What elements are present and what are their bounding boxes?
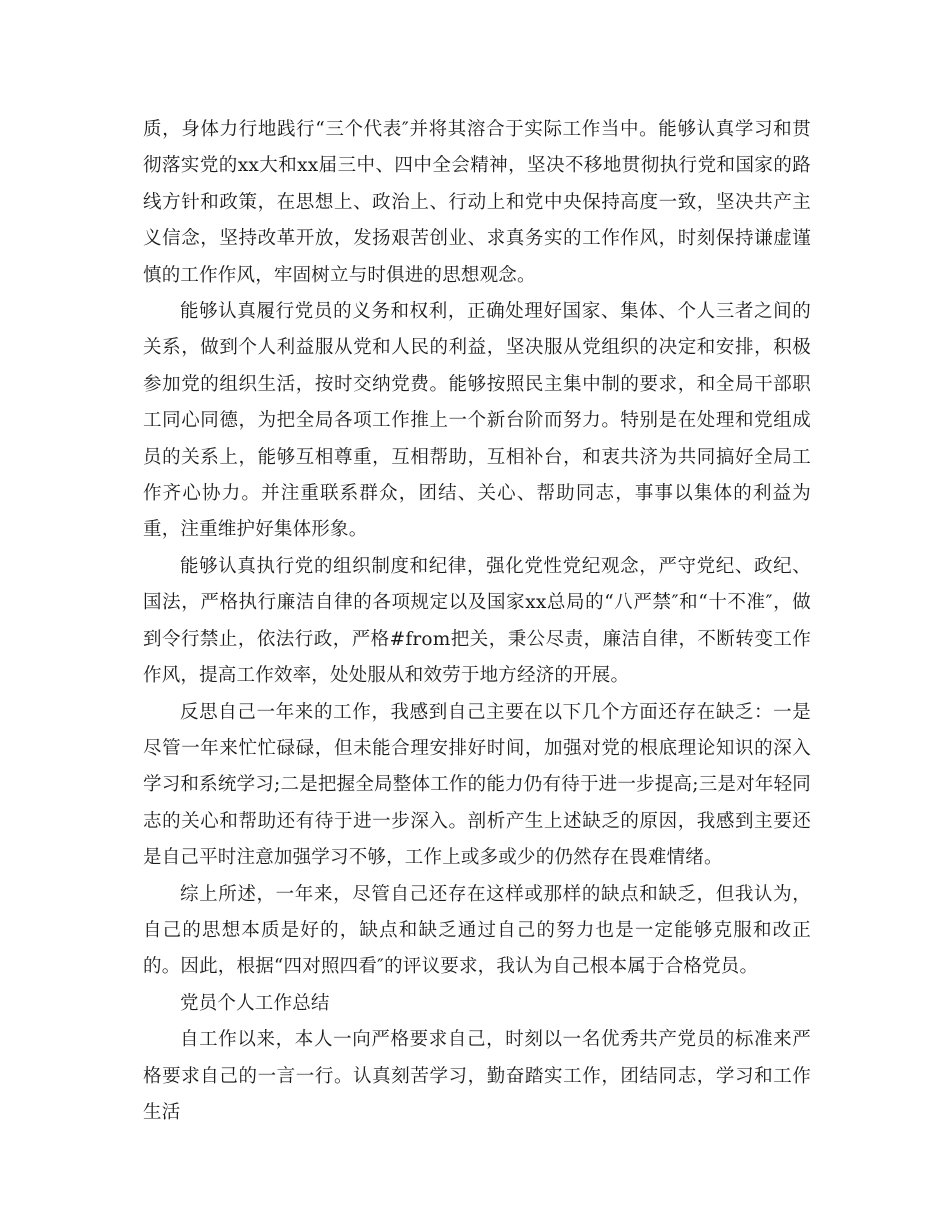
paragraph-reflection: 反思自己一年来的工作，我感到自己主要在以下几个方面还存在缺乏：一是尽管一年来忙忙碌碌，但未能合理安排好时间，加强对党的根底理论知识的深入学习和系统学习;二是把握全局整体工作的能力仍有待于进一步提高;三是对年轻同志的关心和帮助还有待于进一步深入。剖析产生上述缺乏的原因，我感到主要还是自己平时注意加强学习不够，工作上或多或少的仍然存在畏难情绪。 [143, 701, 811, 869]
paragraph-conclusion: 综上所述，一年来，尽管自己还存在这样或那样的缺点和缺乏，但我认为，自己的思想本质是好的，缺点和缺乏通过自己的努力也是一定能够克服和改正的。因此，根据“四对照四看″的评议要求，我认为自己根本属于合格党员。 [143, 883, 811, 978]
section-heading: 党员个人工作总结 [180, 992, 330, 1014]
document-body [143, 112, 811, 1131]
paragraph-duties: 能够认真履行党员的义务和权利，正确处理好国家、集体、个人三者之间的关系，做到个人利益服从党和人民的利益，坚决服从党组织的决定和安排，积极参加党的组织生活，按时交纳党费。能够按照民主集中制的要求，和全局干部职工同心同德，为把全局各项工作推上一个新台阶而努力。特别是在处理和党组成员的关系上，能够互相尊重，互相帮助，互相补台，和衷共济为共同搞好全局工作齐心协力。并注重联系群众，团结、关心、帮助同志，事事以集体的利益为重，注重维护好集体形象。 [143, 301, 811, 541]
paragraph-summary-start: 自工作以来，本人一向严格要求自己，时刻以一名优秀共产党员的标准来严格要求自己的一言一行。认真刻苦学习，勤奋踏实工作，团结同志，学习和工作生活 [143, 1029, 811, 1123]
paragraph-discipline: 能够认真执行党的组织制度和纪律，强化党性党纪观念，严守党纪、政纪、国法，严格执行廉洁自律的各项规定以及国家xx总局的“八严禁″和“十不准″，做到令行禁止，依法行政，严格#from把关，秉公尽责，廉洁自律，不断转变工作作风，提高工作效率，处处服从和效劳于地方经济的开展。 [143, 555, 811, 687]
paragraph-continuation: 质，身体力行地践行“三个代表″并将其溶合于实际工作当中。能够认真学习和贯彻落实党的xx大和xx届三中、四中全会精神，坚决不移地贯彻执行党和国家的路线方针和政策，在思想上、政治上、行动上和党中央保持高度一致，坚决共产主义信念，坚持改革开放，发扬艰苦创业、求真务实的工作作风，时刻保持谦虚谨慎的工作作风，牢固树立与时俱进的思想观念。 [143, 119, 811, 286]
